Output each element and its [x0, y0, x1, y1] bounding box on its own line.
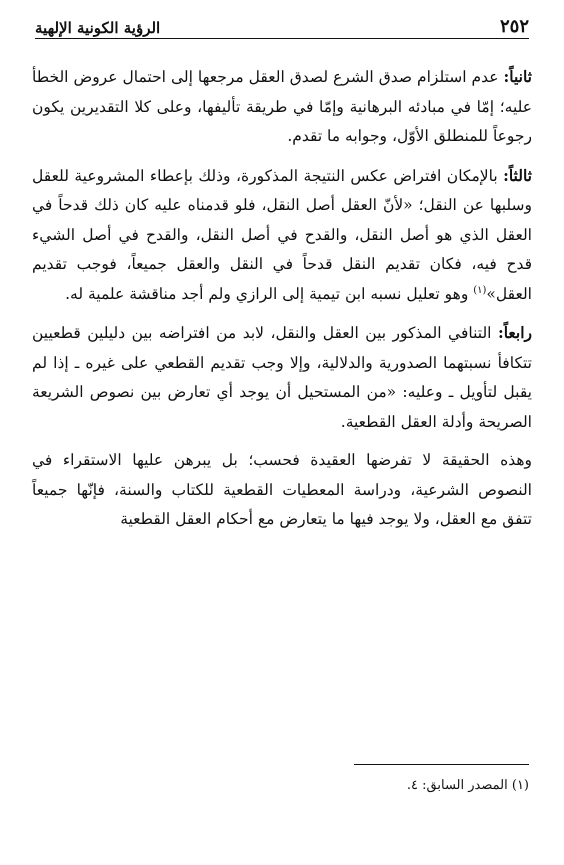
- paragraph-haqiqa: [32, 446, 532, 535]
- paragraph-text: التنافي المذكور بين العقل والنقل، لابد من افتراضه بين دليلين قطعيين تتكافأ نسبتهما الصدورية والدلالية، وإلا وجب تقديم القطعي على غيره ـ إذا لم يقبل لتأويل ـ وعليه: «من المستحيل أن يوجد أي تعارض بين نصوص الشريعة الصريحة وأدلة العقل القطعية.: [32, 324, 532, 431]
- paragraph-rabiAan: [32, 318, 532, 437]
- page-header: [35, 10, 529, 36]
- footnote: (١) المصدر السابق: ٤.: [406, 778, 529, 793]
- footnote-rule: [354, 764, 529, 765]
- paragraph-lead: ثالثاً:: [503, 165, 532, 185]
- paragraph-thalithan: [32, 161, 532, 310]
- running-title: الرؤية الكونية الإلهية: [35, 19, 161, 37]
- footnote-reference[interactable]: (١): [473, 284, 487, 296]
- page-number: ٢٥٢: [499, 16, 529, 37]
- paragraph-text: عدم استلزام صدق الشرع لصدق العقل مرجعها إلى احتمال عروض الخطأ عليه؛ إمّا في مبادئه البرهانية وإمّا في طريقة تأليفها، وعلى كلا التقديرين يكون رجوعاً للمنطلق الأوّل، وجوابه ما تقدم.: [32, 68, 532, 145]
- paragraph-thaniyan: [32, 62, 532, 152]
- paragraph-text: بالإمكان افتراض عكس النتيجة المذكورة، وذلك بإعطاء المشروعية للعقل وسلبها عن النقل؛ «لأنّ العقل أصل النقل، فلو قدمناه عليه كان ذلك قدحاً في العقل الذي هو أصل النقل، والقدح في أصل النقل، والقدح في أصل الشيء قدح فيه، فكان تقديم النقل قدحاً في النقل والعقل جميعاً، فوجب تقديم العقل»: [32, 166, 532, 303]
- paragraph-text-continued: وهو تعليل نسبه ابن تيمية إلى الرازي ولم أجد مناقشة علمية له.: [65, 284, 474, 303]
- header-rule: [35, 38, 529, 39]
- paragraph-lead: ثانياً:: [503, 67, 532, 86]
- paragraph-lead: رابعاً:: [497, 323, 532, 342]
- paragraph-text: وهذه الحقيقة لا تفرضها العقيدة فحسب؛ بل يبرهن عليها الاستقراء في النصوص الشرعية، ودراسة المعطيات القطعية للكتاب والسنة، فإنّها جميعاً تتفق مع العقل، ولا يوجد فيها ما يتعارض مع أحكام العقل القطعية: [32, 451, 532, 528]
- body-text: [32, 62, 532, 544]
